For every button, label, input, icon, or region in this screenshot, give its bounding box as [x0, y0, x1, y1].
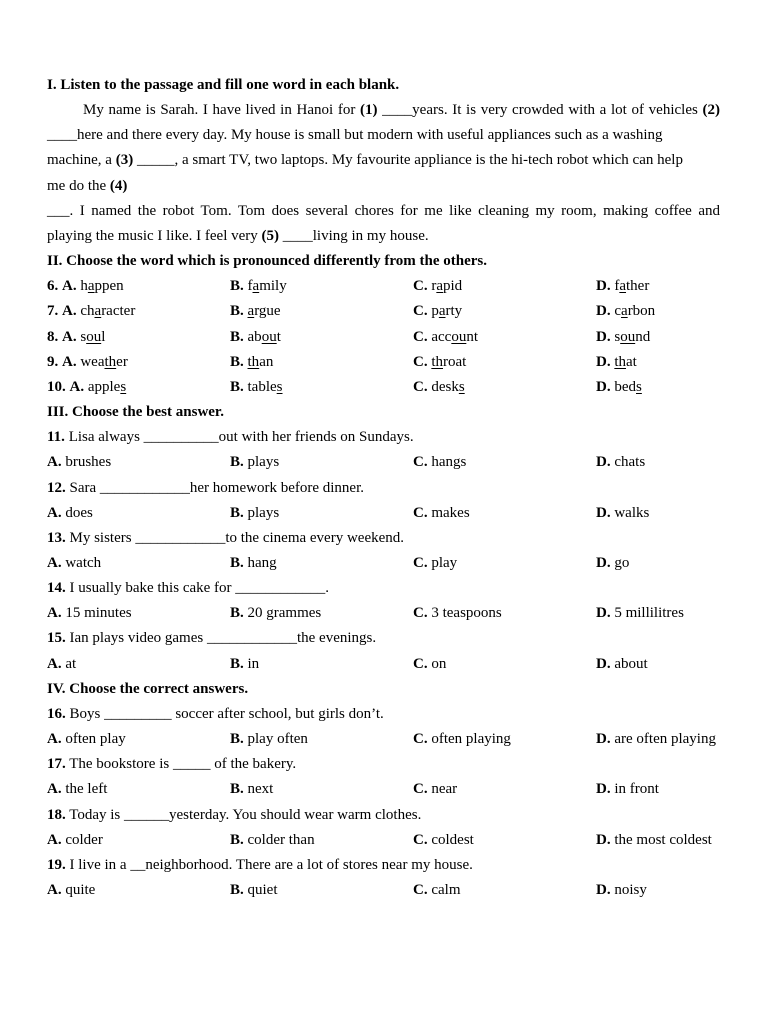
- passage-text: _____, a smart TV, two laptops. My favourite appliance is the hi-tech robot which can help: [133, 152, 683, 169]
- answer-option: [230, 450, 413, 475]
- answer-options: [47, 501, 720, 526]
- answer-option: [596, 551, 720, 576]
- answer-option: [47, 551, 230, 576]
- answer-option: [596, 325, 720, 350]
- option-text: at: [65, 655, 77, 672]
- answer-option: [230, 828, 413, 853]
- word-part: wea: [80, 353, 105, 370]
- option-text: 3 teaspoons: [431, 605, 502, 622]
- answer-option: [413, 325, 596, 350]
- option-label: C.: [413, 882, 428, 898]
- option-label: A.: [47, 504, 62, 521]
- option-label: D.: [596, 655, 611, 672]
- option-label: C.: [413, 303, 428, 320]
- option-label: C.: [413, 378, 428, 395]
- answer-option: [413, 601, 596, 626]
- passage-line: [47, 98, 720, 123]
- word-part: c: [614, 303, 622, 320]
- option-label: C.: [413, 504, 428, 521]
- word-part: mily: [259, 278, 287, 295]
- answer-option: [596, 601, 720, 626]
- question-number: 12.: [47, 479, 66, 496]
- word-part: bed: [614, 378, 637, 395]
- option-word: [80, 329, 105, 345]
- section-heading: I. Listen to the passage and fill one word in each blank.: [47, 77, 400, 93]
- option-label: B.: [230, 303, 244, 320]
- option-label: A.: [47, 454, 62, 471]
- option-label: C.: [413, 781, 428, 798]
- section-listening: [47, 73, 720, 249]
- answer-option: [413, 551, 596, 576]
- option-text: on: [431, 655, 447, 672]
- underlined-sound: th: [104, 353, 117, 370]
- option-label: B.: [230, 454, 244, 471]
- underlined-sound: s: [636, 378, 642, 395]
- option-label: B.: [230, 605, 244, 622]
- option-label: D.: [596, 378, 611, 395]
- option-text: often play: [65, 731, 126, 748]
- pronunciation-question: [47, 375, 720, 400]
- question-number: 16.: [47, 705, 66, 722]
- blank-number: (5): [261, 227, 280, 244]
- answer-option: [47, 501, 230, 526]
- option-word: [248, 303, 281, 319]
- option-label: D.: [596, 831, 611, 848]
- answer-option: [47, 325, 230, 350]
- answer-option: [230, 325, 413, 350]
- answer-option: [596, 777, 720, 802]
- word-part: s: [614, 328, 621, 345]
- option-label: C.: [413, 831, 428, 848]
- option-text: brushes: [65, 454, 112, 471]
- option-label: B.: [230, 378, 244, 395]
- option-label: B.: [230, 831, 244, 848]
- word-part: er: [116, 353, 128, 370]
- answer-option: [413, 274, 596, 299]
- option-text: coldest: [431, 831, 474, 848]
- answer-option: [596, 450, 720, 475]
- option-label: D.: [596, 882, 611, 898]
- option-word: [614, 278, 649, 294]
- pronunciation-questions: [47, 274, 720, 400]
- option-text: the most coldest: [614, 831, 712, 848]
- option-word: [614, 329, 650, 345]
- option-text: does: [65, 504, 93, 521]
- passage-text: me do the: [47, 177, 110, 194]
- word-part: pid: [443, 278, 463, 295]
- answer-option: [413, 375, 596, 400]
- option-label: A.: [47, 781, 62, 798]
- question-text: I usually bake this cake for ____________.: [69, 580, 330, 597]
- question-text: Lisa always __________out with her friends on Sundays.: [68, 429, 414, 446]
- option-text: colder: [65, 831, 103, 848]
- word-part: nd: [635, 328, 651, 345]
- question-list: [47, 702, 720, 903]
- answer-option: [230, 652, 413, 677]
- option-label: B.: [230, 504, 244, 521]
- option-text: walks: [614, 504, 650, 521]
- answer-option: [47, 450, 230, 475]
- question: [47, 702, 720, 727]
- word-part: ppen: [94, 278, 124, 295]
- section-heading: III. Choose the best answer.: [47, 404, 224, 421]
- question: [47, 526, 720, 551]
- word-part: p: [431, 303, 439, 320]
- option-word: [431, 303, 462, 319]
- option-word: [80, 303, 135, 319]
- option-label: B.: [230, 731, 244, 748]
- word-part: rgue: [254, 303, 281, 320]
- option-word: [431, 354, 466, 370]
- question-number: 8.: [47, 328, 59, 345]
- question-text: Sara ____________her homework before dinner.: [69, 479, 365, 496]
- answer-options: [47, 551, 720, 576]
- answer-option: [47, 274, 230, 299]
- answer-options: [47, 601, 720, 626]
- underlined-sound: a: [94, 303, 102, 320]
- answer-option: [47, 375, 230, 400]
- answer-option: [230, 601, 413, 626]
- underlined-sound: s: [120, 378, 127, 395]
- option-label: A.: [47, 655, 62, 672]
- answer-option: [413, 450, 596, 475]
- option-text: chats: [614, 454, 646, 471]
- option-text: plays: [247, 454, 280, 471]
- option-text: plays: [247, 504, 280, 521]
- question-number: 18.: [47, 806, 66, 823]
- word-part: acc: [431, 328, 452, 345]
- answer-option: [47, 727, 230, 752]
- question-number: 15.: [47, 630, 66, 647]
- underlined-sound: th: [431, 353, 444, 370]
- underlined-sound: a: [438, 303, 446, 320]
- question-number: 11.: [47, 429, 65, 446]
- answer-option: [47, 299, 230, 324]
- word-part: h: [80, 278, 88, 295]
- word-part: rbon: [627, 303, 656, 320]
- pronunciation-question: [47, 325, 720, 350]
- underlined-sound: ou: [451, 328, 467, 345]
- option-text: hang: [247, 554, 277, 571]
- underlined-sound: ou: [86, 328, 102, 345]
- option-text: are often playing: [614, 731, 716, 748]
- answer-option: [230, 274, 413, 299]
- question-text: My sisters ____________to the cinema every weekend.: [69, 529, 405, 546]
- question-number: 9.: [47, 353, 59, 370]
- option-word: [80, 354, 127, 370]
- answer-option: [47, 878, 230, 903]
- question-number: 13.: [47, 529, 66, 546]
- answer-option: [596, 828, 720, 853]
- word-part: rty: [445, 303, 463, 320]
- option-label: D.: [596, 781, 611, 798]
- passage-line: [47, 148, 720, 173]
- word-part: racter: [101, 303, 136, 320]
- blank-number: (2): [702, 102, 720, 119]
- passage-text: ____living in my house.: [279, 227, 429, 244]
- option-label: A.: [62, 278, 77, 295]
- passage-text: ____here and there every day. My house is small but modern with useful appliances such as a washing: [47, 127, 663, 144]
- word-part: r: [431, 278, 437, 295]
- question-text: Boys _________ soccer after school, but girls don’t.: [69, 705, 384, 722]
- answer-option: [47, 828, 230, 853]
- option-text: in front: [614, 781, 659, 798]
- section-best-answer: [47, 400, 720, 677]
- word-part: f: [614, 278, 620, 295]
- option-text: play often: [247, 731, 308, 748]
- question: [47, 752, 720, 777]
- option-label: D.: [596, 504, 611, 521]
- option-label: A.: [47, 831, 62, 848]
- option-label: A.: [47, 605, 62, 622]
- option-label: A.: [47, 731, 62, 748]
- question-number: 10.: [47, 378, 66, 395]
- word-part: ther: [626, 278, 650, 295]
- question: [47, 476, 720, 501]
- option-text: quiet: [247, 882, 278, 898]
- option-word: [614, 379, 642, 395]
- passage-line: [47, 224, 720, 249]
- underlined-sound: a: [87, 278, 95, 295]
- answer-options: [47, 450, 720, 475]
- passage-line: [47, 174, 720, 199]
- option-label: A.: [47, 882, 62, 898]
- answer-option: [47, 652, 230, 677]
- answer-options: [47, 828, 720, 853]
- answer-option: [596, 299, 720, 324]
- question-number: 14.: [47, 580, 66, 597]
- option-text: go: [614, 554, 630, 571]
- word-part: roat: [443, 353, 467, 370]
- answer-options: [47, 777, 720, 802]
- answer-option: [230, 350, 413, 375]
- underlined-sound: s: [276, 378, 283, 395]
- option-label: C.: [413, 554, 428, 571]
- option-label: C.: [413, 278, 428, 295]
- question-number: 7.: [47, 303, 59, 320]
- answer-options: [47, 652, 720, 677]
- option-text: 20 grammes: [247, 605, 322, 622]
- underlined-sound: ou: [261, 328, 277, 345]
- option-label: A.: [47, 554, 62, 571]
- question: [47, 803, 720, 828]
- answer-option: [230, 727, 413, 752]
- option-text: colder than: [247, 831, 315, 848]
- option-label: D.: [596, 328, 611, 345]
- word-part: at: [626, 353, 637, 370]
- option-text: often playing: [431, 731, 511, 748]
- answer-option: [413, 501, 596, 526]
- option-label: A.: [69, 378, 85, 395]
- option-word: [88, 379, 126, 395]
- blank-number: (4): [109, 177, 128, 194]
- word-part: nt: [466, 328, 478, 345]
- answer-option: [47, 777, 230, 802]
- question-text: Ian plays video games ____________the evenings.: [69, 630, 377, 647]
- blank-number: (1): [360, 102, 378, 119]
- option-text: quite: [65, 882, 96, 898]
- option-label: D.: [596, 278, 611, 295]
- word-part: ab: [247, 328, 262, 345]
- option-text: watch: [65, 554, 102, 571]
- answer-option: [230, 501, 413, 526]
- underlined-sound: a: [621, 303, 628, 320]
- answer-option: [413, 878, 596, 903]
- answer-option: [230, 777, 413, 802]
- option-label: B.: [230, 353, 244, 370]
- word-part: table: [247, 378, 277, 395]
- option-label: C.: [413, 353, 428, 370]
- answer-options: [47, 878, 720, 903]
- question-text: The bookstore is _____ of the bakery.: [69, 756, 297, 773]
- option-label: C.: [413, 655, 428, 672]
- answer-option: [413, 652, 596, 677]
- underlined-sound: a: [436, 278, 444, 295]
- answer-option: [230, 375, 413, 400]
- option-text: the left: [65, 781, 108, 798]
- underlined-sound: a: [252, 278, 260, 295]
- answer-option: [230, 551, 413, 576]
- option-label: B.: [230, 328, 244, 345]
- passage-text: ____years. It is very crowded with a lot of vehicles: [377, 102, 703, 119]
- option-text: play: [431, 554, 458, 571]
- option-word: [614, 354, 637, 370]
- answer-option: [413, 828, 596, 853]
- passage-text: playing the music I like. I feel very: [47, 227, 262, 244]
- word-part: t: [276, 328, 281, 345]
- option-text: 5 millilitres: [614, 605, 684, 622]
- question: [47, 576, 720, 601]
- option-label: D.: [596, 605, 611, 622]
- answer-option: [230, 878, 413, 903]
- question-text: Today is ______yesterday. You should wear warm clothes.: [69, 806, 422, 823]
- answer-option: [413, 777, 596, 802]
- option-word: [248, 329, 281, 345]
- answer-option: [596, 652, 720, 677]
- answer-options: [47, 727, 720, 752]
- question: [47, 853, 720, 878]
- answer-option: [47, 350, 230, 375]
- option-word: [248, 354, 274, 370]
- question-text: I live in a __neighborhood. There are a lot of stores near my house.: [69, 856, 473, 873]
- answer-option: [596, 727, 720, 752]
- option-text: in: [247, 655, 260, 672]
- question-number: 19.: [47, 856, 66, 873]
- option-label: C.: [413, 605, 428, 622]
- option-word: [248, 278, 287, 294]
- passage-line: [47, 123, 720, 148]
- answer-option: [413, 727, 596, 752]
- answer-option: [230, 299, 413, 324]
- option-label: C.: [413, 454, 428, 471]
- option-label: A.: [62, 303, 77, 320]
- answer-option: [413, 299, 596, 324]
- question: [47, 626, 720, 651]
- option-text: next: [247, 781, 274, 798]
- underlined-sound: s: [458, 378, 465, 395]
- answer-option: [413, 350, 596, 375]
- option-text: makes: [431, 504, 470, 521]
- option-label: B.: [230, 882, 244, 898]
- passage-text: machine, a: [47, 152, 116, 169]
- word-part: desk: [431, 378, 459, 395]
- option-label: B.: [230, 554, 244, 571]
- option-label: C.: [413, 328, 428, 345]
- section-correct-answers: [47, 677, 720, 903]
- underlined-sound: a: [619, 278, 627, 295]
- option-text: 15 minutes: [65, 605, 132, 622]
- word-part: apple: [87, 378, 121, 395]
- pronunciation-question: [47, 299, 720, 324]
- passage-line: [47, 199, 720, 224]
- option-word: [614, 303, 655, 319]
- option-label: C.: [413, 731, 428, 748]
- option-label: B.: [230, 655, 244, 672]
- option-text: calm: [431, 882, 461, 898]
- answer-option: [596, 274, 720, 299]
- underlined-sound: th: [614, 353, 627, 370]
- option-text: near: [431, 781, 458, 798]
- question-number: 6.: [47, 278, 59, 295]
- passage-text: My name is Sarah. I have lived in Hanoi for: [83, 102, 360, 119]
- section-pronunciation: [47, 249, 720, 400]
- option-label: B.: [230, 781, 244, 798]
- option-label: D.: [596, 353, 611, 370]
- option-word: [431, 329, 478, 345]
- word-part: f: [247, 278, 253, 295]
- section-heading: II. Choose the word which is pronounced differently from the others.: [47, 253, 488, 270]
- question: [47, 425, 720, 450]
- option-label: D.: [596, 303, 611, 320]
- option-label: D.: [596, 554, 611, 571]
- word-part: ch: [80, 303, 95, 320]
- option-text: noisy: [614, 882, 647, 898]
- option-label: D.: [596, 454, 611, 471]
- section-heading: IV. Choose the correct answers.: [47, 680, 249, 697]
- listening-passage: [47, 98, 720, 249]
- option-word: [80, 278, 123, 294]
- answer-option: [596, 878, 720, 903]
- answer-option: [596, 501, 720, 526]
- option-text: about: [614, 655, 648, 672]
- answer-option: [47, 601, 230, 626]
- option-label: A.: [62, 353, 77, 370]
- blank-number: (3): [115, 152, 134, 169]
- option-word: [431, 379, 464, 395]
- option-text: hangs: [431, 454, 467, 471]
- question-list: [47, 425, 720, 677]
- option-word: [248, 379, 283, 395]
- answer-option: [596, 375, 720, 400]
- passage-text: ___. I named the robot Tom. Tom does several chores for me like cleaning my room, making coffee and: [47, 202, 720, 219]
- worksheet: [47, 73, 720, 903]
- word-part: l: [101, 328, 106, 345]
- underlined-sound: a: [247, 303, 255, 320]
- option-word: [431, 278, 462, 294]
- option-label: B.: [230, 278, 244, 295]
- answer-option: [596, 350, 720, 375]
- pronunciation-question: [47, 274, 720, 299]
- underlined-sound: ou: [620, 328, 636, 345]
- word-part: an: [259, 353, 274, 370]
- word-part: s: [80, 328, 87, 345]
- question-number: 17.: [47, 756, 66, 773]
- option-label: D.: [596, 731, 611, 748]
- option-label: A.: [62, 328, 77, 345]
- pronunciation-question: [47, 350, 720, 375]
- underlined-sound: th: [247, 353, 260, 370]
